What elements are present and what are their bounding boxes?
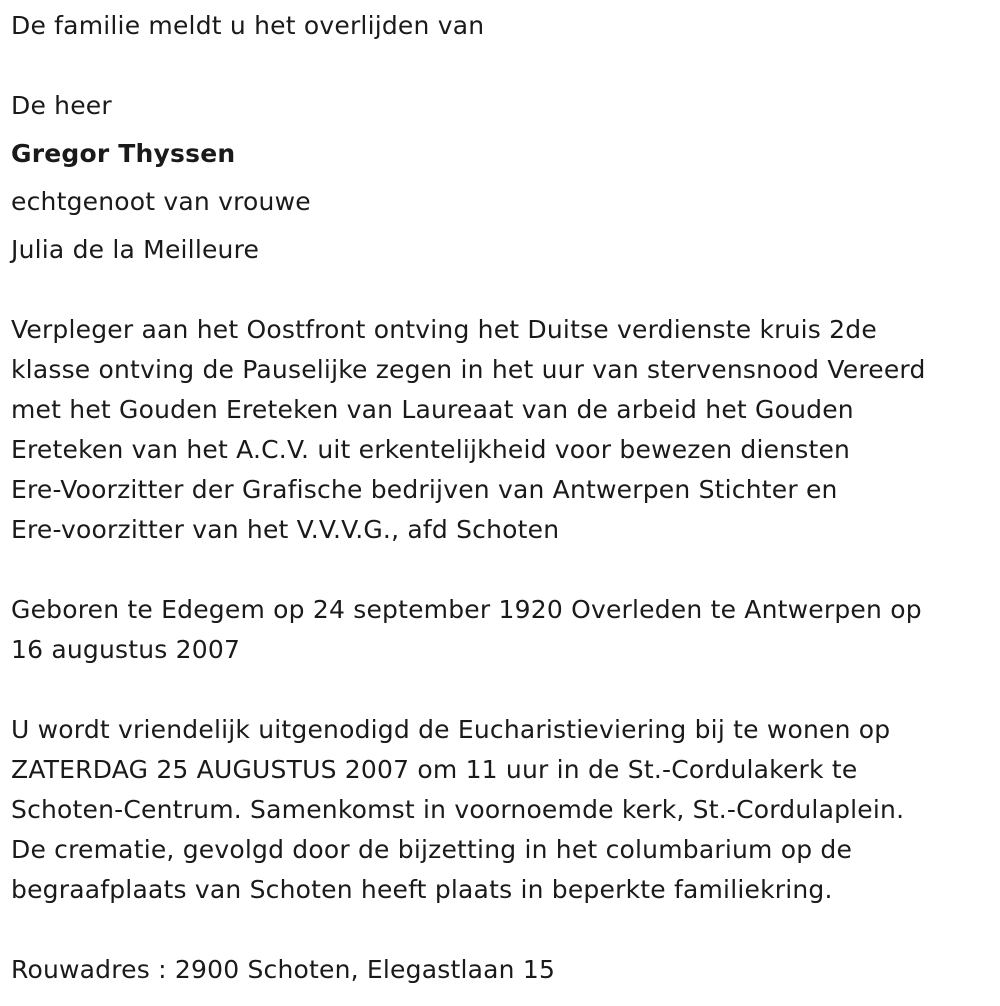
biography-line: klasse ontving de Pauselijke zegen in het uur van stervensnood Vereerd bbox=[11, 355, 926, 384]
invitation-line: ZATERDAG 25 AUGUSTUS 2007 om 11 uur in de St.-Cordulakerk te bbox=[11, 755, 858, 784]
invitation-line: U wordt vriendelijk uitgenodigd de Eucharistieviering bij te wonen op bbox=[11, 715, 891, 744]
biography-line: Ere-voorzitter van het V.V.V.G., afd Schoten bbox=[11, 515, 560, 544]
honorific-title: De heer bbox=[11, 91, 112, 120]
spouse-name: Julia de la Meilleure bbox=[11, 235, 260, 264]
biography-line: met het Gouden Ereteken van Laureaat van de arbeid het Gouden bbox=[11, 395, 854, 424]
biography-line: Verpleger aan het Oostfront ontving het Duitse verdienste kruis 2de bbox=[11, 315, 877, 344]
invitation-line: begraafplaats van Schoten heeft plaats in beperkte familiekring. bbox=[11, 875, 833, 904]
dates-line: 16 augustus 2007 bbox=[11, 635, 241, 664]
biography-line: Ere-Voorzitter der Grafische bedrijven van Antwerpen Stichter en bbox=[11, 475, 838, 504]
deceased-name: Gregor Thyssen bbox=[11, 139, 236, 168]
intro-text: De familie meldt u het overlijden van bbox=[11, 11, 485, 40]
spouse-relation: echtgenoot van vrouwe bbox=[11, 187, 311, 216]
mourning-address: Rouwadres : 2900 Schoten, Elegastlaan 15 bbox=[11, 955, 556, 984]
birth-death-paragraph bbox=[11, 590, 922, 670]
biography-line: Ereteken van het A.C.V. uit erkentelijkheid voor bewezen diensten bbox=[11, 435, 851, 464]
dates-line: Geboren te Edegem op 24 september 1920 Overleden te Antwerpen op bbox=[11, 595, 922, 624]
biography-paragraph bbox=[11, 310, 926, 550]
invitation-line: De crematie, gevolgd door de bijzetting in het columbarium op de bbox=[11, 835, 853, 864]
invitation-line: Schoten-Centrum. Samenkomst in voornoemde kerk, St.-Cordulaplein. bbox=[11, 795, 905, 824]
invitation-paragraph bbox=[11, 710, 904, 910]
